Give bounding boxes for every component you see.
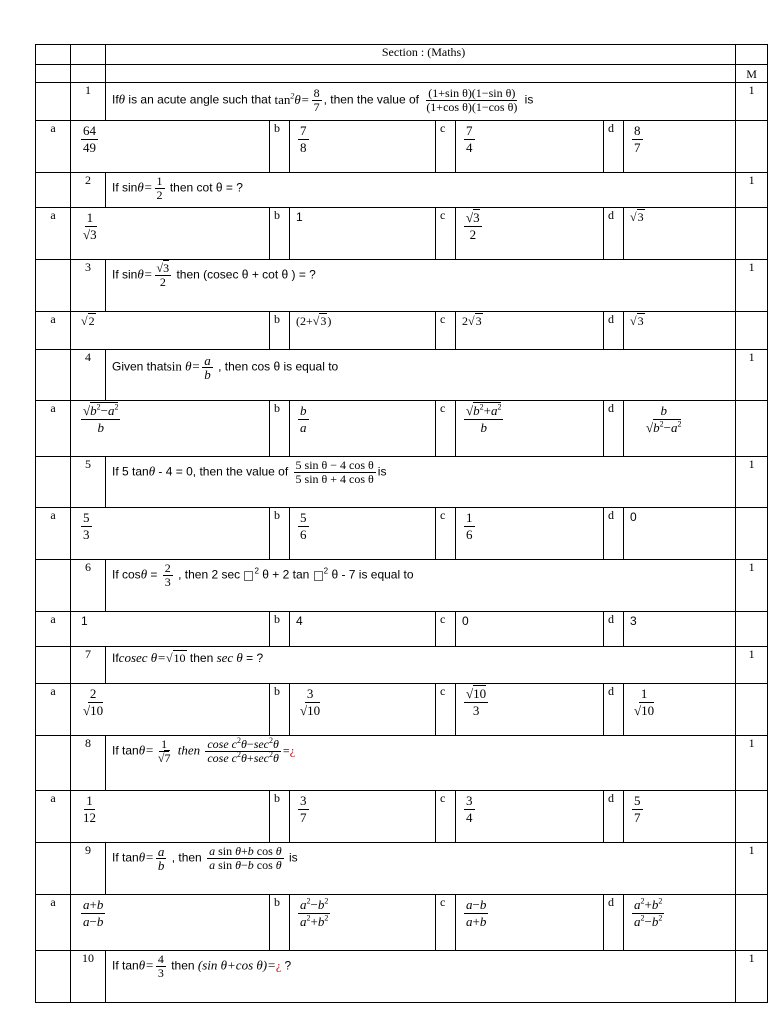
option-d[interactable]: $\frac{a^2+b^2}{a^2-b^2}$ — [624, 895, 736, 951]
question-mark: 1 — [736, 83, 768, 121]
question-row: 7 Ifcosec θ=√10 then sec θ = ? 1 — [36, 647, 768, 684]
options-row: a $\frac{a+b}{a-b}$ b $\frac{a^2-b^2}{a^2+b^2}$ c $\frac{a-b}{a+b}$ d $\frac{a^2+b^2}{a^2-b^2}$ — [36, 895, 768, 951]
option-c[interactable]: $\frac{1}{6}$ — [456, 508, 604, 560]
option-c[interactable]: $\frac{a-b}{a+b}$ — [456, 895, 604, 951]
section-title: Section : (Maths) — [106, 45, 736, 65]
option-d[interactable]: $\frac{5}{7}$ — [624, 791, 736, 843]
placeholder-box-icon — [314, 571, 323, 581]
question-row: 4 Given thatsin θ= $\frac{a}{b}$ , then cos θ is equal to 1 — [36, 350, 768, 401]
question-row: 3 If sinθ= $\frac{√3}{2}$ then (cosec θ + cot θ ) = ? 1 — [36, 260, 768, 312]
question-row: 2 If sinθ= $\frac{1}{2}$ then cot θ = ? 1 — [36, 173, 768, 208]
options-row: a $\frac{5}{3}$ b $\frac{5}{6}$ c $\frac{1}{6}$ d 0 — [36, 508, 768, 560]
header-row — [36, 65, 768, 83]
option-d[interactable]: $\frac{1}{√10}$ — [624, 684, 736, 736]
option-c[interactable]: $\frac{7}{4}$ — [456, 121, 604, 173]
options-row: a √2 b (2+√3) c 2√3 d √3 — [36, 312, 768, 350]
question-row: 10 If tanθ= $\frac{4}{3}$ then (sin θ+cos θ)=¿ ? 1 — [36, 951, 768, 1003]
option-d[interactable]: 3 — [624, 612, 736, 647]
option-b[interactable]: $\frac{b}{a}$ — [290, 401, 436, 457]
question-row: 8 If tanθ= $\frac{1}{√7}$ then cose $c^2\theta-\sec^2\theta$ cose $c^2\theta+\sec^2\theta$ =¿ 1 — [36, 736, 768, 791]
question-text: Given thatsin θ= $\frac{a}{b}$ , then cos θ is equal to — [106, 350, 736, 401]
option-a[interactable]: $\frac{2}{√10}$ — [71, 684, 270, 736]
options-row: a 1 b 4 c 0 d 3 — [36, 612, 768, 647]
options-row: a $\frac{64}{49}$ b $\frac{7}{8}$ c $\frac{7}{4}$ d $\frac{8}{7}$ — [36, 121, 768, 173]
option-d[interactable]: $\frac{8}{7}$ — [624, 121, 736, 173]
option-d[interactable]: √3 — [624, 208, 736, 260]
option-c[interactable]: $\frac{√3}{2}$ — [456, 208, 604, 260]
question-text: Ifθ is an acute angle such that $\tan^2\theta=$ $\frac{8}{7}$ , then the value of $\frac{\text{(1+sin θ)(1−sin θ)}}{\text{(1+cos θ)(1−cos θ)}}$ is — [106, 83, 736, 121]
option-a[interactable]: 1 — [71, 612, 270, 647]
question-text: If tanθ= $\frac{4}{3}$ then (sin θ+cos θ)=¿ ? — [106, 951, 736, 1003]
marks-header: M — [736, 65, 768, 83]
option-c[interactable]: $\frac{√b^2+a^2}{b}$ — [456, 401, 604, 457]
question-row: 6 If cosθ = $\frac{2}{3}$ , then 2 sec $^2$ θ + 2 tan $^2$ θ - 7 is equal to 1 — [36, 560, 768, 612]
question-text: If sinθ= $\frac{√3}{2}$ then (cosec θ + cot θ ) = ? — [106, 260, 736, 312]
option-a[interactable]: $\frac{64}{49}$ — [71, 121, 270, 173]
question-table — [35, 44, 768, 1003]
question-text: If tanθ= $\frac{1}{√7}$ then cose $c^2\theta-\sec^2\theta$ cose $c^2\theta+\sec^2\theta$ =¿ — [106, 736, 736, 791]
option-b[interactable]: $\frac{5}{6}$ — [290, 508, 436, 560]
option-a[interactable]: $\frac{1}{12}$ — [71, 791, 270, 843]
option-d[interactable]: 0 — [624, 508, 736, 560]
option-a[interactable]: √2 — [71, 312, 270, 350]
question-row: 9 If tanθ= $\frac{a}{b}$ , then $\frac{\text{a sin θ+b cos θ}}{\text{a sin θ−b cos θ}}$ is 1 — [36, 843, 768, 895]
option-b[interactable]: $\frac{a^2-b^2}{a^2+b^2}$ — [290, 895, 436, 951]
option-b[interactable]: $\frac{3}{7}$ — [290, 791, 436, 843]
question-row — [36, 83, 768, 121]
option-a[interactable]: $\frac{5}{3}$ — [71, 508, 270, 560]
question-number: 1 — [71, 83, 106, 121]
option-d[interactable]: $\frac{b}{√b^2-a^2}$ — [624, 401, 736, 457]
option-b[interactable]: (2+√3) — [290, 312, 436, 350]
option-b[interactable]: $\frac{7}{8}$ — [290, 121, 436, 173]
option-c[interactable]: $\frac{√10}{3}$ — [456, 684, 604, 736]
question-text: If cosθ = $\frac{2}{3}$ , then 2 sec $^2$ θ + 2 tan $^2$ θ - 7 is equal to — [106, 560, 736, 612]
options-row: a $\frac{1}{√3}$ b 1 c $\frac{√3}{2}$ d √3 — [36, 208, 768, 260]
placeholder-box-icon — [244, 571, 253, 581]
option-b[interactable]: 1 — [290, 208, 436, 260]
question-text: If 5 tanθ - 4 = 0, then the value of $\frac{\text{5 sin θ − 4 cos θ}}{\text{5 sin θ + 4 cos θ}}$ is — [106, 457, 736, 508]
option-d[interactable]: √3 — [624, 312, 736, 350]
option-b[interactable]: 4 — [290, 612, 436, 647]
option-a[interactable]: $\frac{1}{√3}$ — [71, 208, 270, 260]
option-c[interactable]: 0 — [456, 612, 604, 647]
question-text: If tanθ= $\frac{a}{b}$ , then $\frac{\text{a sin θ+b cos θ}}{\text{a sin θ−b cos θ}}$ is — [106, 843, 736, 895]
question-text: Ifcosec θ=√10 then sec θ = ? — [106, 647, 736, 684]
option-c[interactable]: $\frac{3}{4}$ — [456, 791, 604, 843]
options-row: a $\frac{2}{√10}$ b $\frac{3}{√10}$ c $\frac{√10}{3}$ d $\frac{1}{√10}$ — [36, 684, 768, 736]
section-row — [36, 45, 768, 65]
option-c[interactable]: 2√3 — [456, 312, 604, 350]
options-row: a $\frac{1}{12}$ b $\frac{3}{7}$ c $\frac{3}{4}$ d $\frac{5}{7}$ — [36, 791, 768, 843]
options-row: a $\frac{√b^2-a^2}{b}$ b $\frac{b}{a}$ c $\frac{√b^2+a^2}{b}$ d $\frac{b}{√b^2-a^2}$ — [36, 401, 768, 457]
question-row: 5 If 5 tanθ - 4 = 0, then the value of $\frac{\text{5 sin θ − 4 cos θ}}{\text{5 sin θ + 4 cos θ}}$ is 1 — [36, 457, 768, 508]
option-b[interactable]: $\frac{3}{√10}$ — [290, 684, 436, 736]
question-text: If sinθ= $\frac{1}{2}$ then cot θ = ? — [106, 173, 736, 208]
option-a[interactable]: $\frac{√b^2-a^2}{b}$ — [71, 401, 270, 457]
option-a[interactable]: $\frac{a+b}{a-b}$ — [71, 895, 270, 951]
